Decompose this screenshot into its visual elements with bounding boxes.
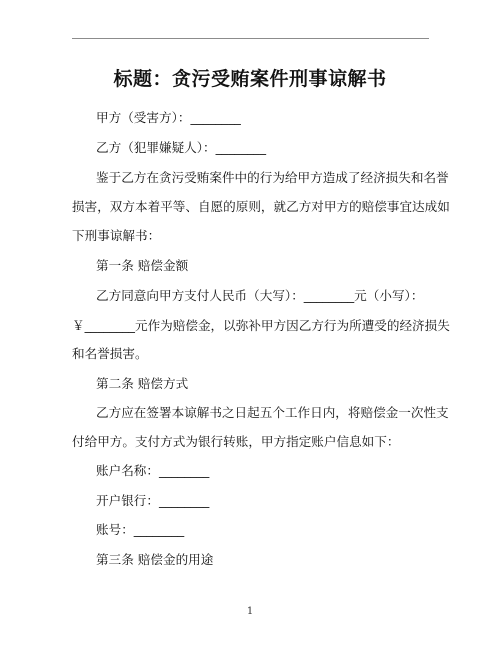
article-3-heading: 第三条 赔偿金的用途 — [96, 552, 214, 567]
account-name-line: 账户名称：________ — [96, 463, 210, 478]
header-rule — [72, 38, 429, 39]
party-a-line: 甲方（受害方）：________ — [96, 110, 241, 125]
page-number: 1 — [246, 606, 254, 617]
preamble-line-2: 损害，双方本着平等、自愿的原则，就乙方对甲方的赔偿事宜达成如 — [72, 199, 450, 214]
article-2-line-2: 付给甲方。支付方式为银行转账，甲方指定账户信息如下： — [72, 434, 400, 449]
preamble-line-1: 鉴于乙方在贪污受贿案件中的行为给甲方造成了经济损失和名誉 — [96, 170, 449, 185]
document-title: 标题：贪污受贿案件刑事谅解书 — [113, 68, 387, 90]
article-2-line-1: 乙方应在签署本谅解书之日起五个工作日内，将赔偿金一次性支 — [96, 405, 449, 420]
party-b-line: 乙方（犯罪嫌疑人）：________ — [96, 140, 267, 155]
account-number-line: 账号：________ — [96, 522, 185, 537]
article-1-line-2: ￥________元作为赔偿金，以弥补甲方因乙方行为所遭受的经济损失 — [72, 318, 450, 333]
article-1-line-1: 乙方同意向甲方支付人民币（大写）：________元（小写）： — [96, 288, 424, 303]
bank-name-line: 开户银行：________ — [96, 493, 210, 508]
article-1-heading: 第一条 赔偿金额 — [96, 258, 189, 273]
article-2-heading: 第二条 赔偿方式 — [96, 376, 189, 391]
article-1-line-3: 和名誉损害。 — [72, 346, 148, 361]
preamble-line-3: 下刑事谅解书： — [72, 228, 161, 243]
